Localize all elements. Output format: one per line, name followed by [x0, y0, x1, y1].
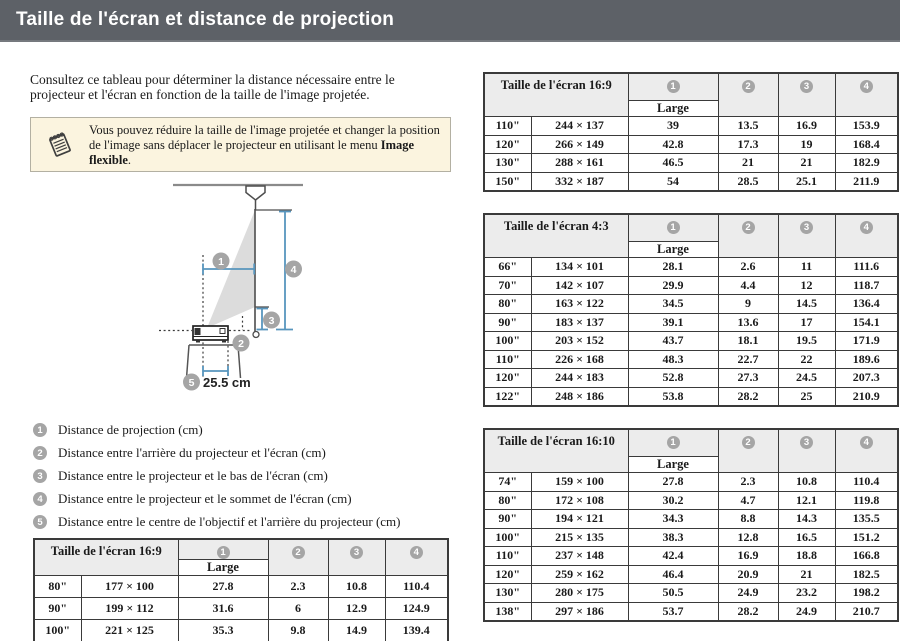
table-row — [484, 510, 898, 529]
cell-distance: 182.9 — [835, 154, 898, 173]
legend — [33, 423, 463, 538]
page-header — [0, 0, 900, 42]
cell-size: 120" — [484, 135, 531, 154]
cell-size: 110" — [484, 547, 531, 566]
table-row — [484, 547, 898, 566]
cell-distance: 168.4 — [835, 135, 898, 154]
table-screen-16-9-small — [33, 538, 449, 641]
column-header-4 — [385, 539, 448, 576]
column-subheader-large: Large — [178, 560, 268, 576]
cell-distance: 24.9 — [778, 602, 835, 621]
cell-size: 130" — [484, 154, 531, 173]
circled-number-3: 3 — [800, 221, 813, 234]
circled-number-4: 4 — [860, 436, 873, 449]
cell-distance: 21 — [718, 154, 778, 173]
circled-number-1: 1 — [217, 546, 230, 559]
table-row — [484, 258, 898, 277]
note-text — [89, 118, 450, 171]
column-subheader-large: Large — [628, 101, 718, 117]
page-title: Taille de l'écran et distance de projection — [16, 9, 395, 30]
cell-size: 130" — [484, 584, 531, 603]
marker-4: 4 — [290, 263, 297, 276]
cell-dimensions: 142 × 107 — [531, 276, 628, 295]
cell-distance: 166.8 — [835, 547, 898, 566]
notepad-icon — [31, 118, 89, 171]
circled-number-1: 1 — [667, 436, 680, 449]
cell-distance: 46.4 — [628, 565, 718, 584]
table-title: Taille de l'écran 16:9 — [34, 539, 178, 576]
cell-size: 100" — [34, 620, 81, 641]
cell-distance: 34.3 — [628, 510, 718, 529]
note-text-after: . — [127, 153, 132, 167]
cell-distance: 12 — [778, 276, 835, 295]
cell-dimensions: 203 × 152 — [531, 332, 628, 351]
cell-distance: 12.8 — [718, 528, 778, 547]
cell-distance: 210.9 — [835, 387, 898, 406]
table-row — [484, 602, 898, 621]
cell-distance: 136.4 — [835, 295, 898, 314]
cell-distance: 42.4 — [628, 547, 718, 566]
note-box — [30, 117, 451, 172]
cell-distance: 20.9 — [718, 565, 778, 584]
cell-size: 90" — [484, 510, 531, 529]
cell-size: 90" — [34, 598, 81, 620]
cell-distance: 43.7 — [628, 332, 718, 351]
cell-distance: 4.7 — [718, 491, 778, 510]
cell-distance: 207.3 — [835, 369, 898, 388]
cell-distance: 10.8 — [328, 576, 385, 598]
table-row — [484, 332, 898, 351]
column-header-3 — [328, 539, 385, 576]
legend-item — [33, 492, 463, 506]
cell-distance: 22.7 — [718, 350, 778, 369]
cell-dimensions: 177 × 100 — [81, 576, 178, 598]
cell-distance: 46.5 — [628, 154, 718, 173]
column-subheader-large: Large — [628, 242, 718, 258]
marker-5: 5 — [188, 376, 195, 389]
cell-distance: 139.4 — [385, 620, 448, 641]
cell-distance: 6 — [268, 598, 328, 620]
cell-distance: 39 — [628, 117, 718, 136]
circled-number-2: 2 — [33, 446, 47, 460]
column-header-1 — [628, 429, 718, 457]
cell-distance: 34.5 — [628, 295, 718, 314]
cell-distance: 38.3 — [628, 528, 718, 547]
cell-dimensions: 332 × 187 — [531, 172, 628, 191]
table-row — [484, 350, 898, 369]
legend-item — [33, 515, 463, 529]
cell-distance: 12.9 — [328, 598, 385, 620]
cell-distance: 27.8 — [628, 473, 718, 492]
lens-offset-label: 25.5 cm — [203, 375, 251, 390]
cell-distance: 18.1 — [718, 332, 778, 351]
cell-distance: 21 — [778, 154, 835, 173]
table-row — [34, 576, 448, 598]
note-menu-name: Image flexible — [89, 138, 415, 167]
cell-distance: 151.2 — [835, 528, 898, 547]
table-row — [484, 276, 898, 295]
cell-distance: 119.8 — [835, 491, 898, 510]
cell-distance: 135.5 — [835, 510, 898, 529]
cell-distance: 24.9 — [718, 584, 778, 603]
cell-size: 110" — [484, 117, 531, 136]
cell-distance: 21 — [778, 565, 835, 584]
column-header-3 — [778, 73, 835, 117]
cell-distance: 14.3 — [778, 510, 835, 529]
cell-distance: 24.5 — [778, 369, 835, 388]
cell-distance: 28.2 — [718, 387, 778, 406]
cell-distance: 124.9 — [385, 598, 448, 620]
circled-number-3: 3 — [33, 469, 47, 483]
column-header-4 — [835, 429, 898, 473]
cell-distance: 14.9 — [328, 620, 385, 641]
cell-dimensions: 259 × 162 — [531, 565, 628, 584]
cell-distance: 22 — [778, 350, 835, 369]
column-header-4 — [835, 73, 898, 117]
cell-size: 66" — [484, 258, 531, 277]
cell-distance: 118.7 — [835, 276, 898, 295]
column-header-3 — [778, 214, 835, 258]
cell-dimensions: 280 × 175 — [531, 584, 628, 603]
legend-text: Distance entre le centre de l'objectif et l'arrière du projecteur (cm) — [58, 514, 401, 529]
cell-dimensions: 183 × 137 — [531, 313, 628, 332]
cell-distance: 30.2 — [628, 491, 718, 510]
cell-distance: 19.5 — [778, 332, 835, 351]
cell-distance: 14.5 — [778, 295, 835, 314]
table-row — [484, 295, 898, 314]
cell-size: 150" — [484, 172, 531, 191]
circled-number-3: 3 — [350, 546, 363, 559]
cell-dimensions: 248 × 186 — [531, 387, 628, 406]
legend-item — [33, 423, 463, 437]
column-header-2 — [718, 429, 778, 473]
legend-text: Distance entre l'arrière du projecteur et l'écran (cm) — [58, 445, 326, 460]
table-screen-16-9 — [483, 72, 899, 192]
cell-dimensions: 221 × 125 — [81, 620, 178, 641]
table-row — [484, 584, 898, 603]
cell-size: 120" — [484, 565, 531, 584]
column-header-4 — [835, 214, 898, 258]
cell-dimensions: 134 × 101 — [531, 258, 628, 277]
table-row — [484, 135, 898, 154]
cell-size: 80" — [484, 295, 531, 314]
table-row — [484, 117, 898, 136]
table-row — [484, 172, 898, 191]
circled-number-1: 1 — [667, 80, 680, 93]
cell-dimensions: 172 × 108 — [531, 491, 628, 510]
cell-distance: 153.9 — [835, 117, 898, 136]
table-title: Taille de l'écran 16:10 — [484, 429, 628, 473]
cell-distance: 182.5 — [835, 565, 898, 584]
cell-dimensions: 226 × 168 — [531, 350, 628, 369]
circled-number-3: 3 — [800, 436, 813, 449]
cell-distance: 110.4 — [835, 473, 898, 492]
circled-number-5: 5 — [33, 515, 47, 529]
cell-distance: 52.8 — [628, 369, 718, 388]
table-row — [484, 491, 898, 510]
cell-dimensions: 159 × 100 — [531, 473, 628, 492]
circled-number-4: 4 — [860, 80, 873, 93]
column-header-1 — [628, 214, 718, 242]
table-screen-4-3 — [483, 213, 899, 407]
circled-number-2: 2 — [742, 221, 755, 234]
cell-distance: 18.8 — [778, 547, 835, 566]
table-row — [484, 154, 898, 173]
cell-dimensions: 244 × 137 — [531, 117, 628, 136]
cell-distance: 27.3 — [718, 369, 778, 388]
cell-size: 110" — [484, 350, 531, 369]
cell-distance: 198.2 — [835, 584, 898, 603]
legend-item — [33, 469, 463, 483]
circled-number-4: 4 — [410, 546, 423, 559]
table-title: Taille de l'écran 16:9 — [484, 73, 628, 117]
table-title: Taille de l'écran 4:3 — [484, 214, 628, 258]
cell-distance: 16.5 — [778, 528, 835, 547]
cell-distance: 17 — [778, 313, 835, 332]
cell-distance: 13.5 — [718, 117, 778, 136]
circled-number-4: 4 — [33, 492, 47, 506]
cell-distance: 28.2 — [718, 602, 778, 621]
cell-size: 100" — [484, 528, 531, 547]
table-row — [484, 369, 898, 388]
table-row — [484, 473, 898, 492]
projection-distance-diagram — [95, 176, 347, 404]
column-header-2 — [718, 73, 778, 117]
cell-size: 120" — [484, 369, 531, 388]
column-header-1 — [178, 539, 268, 560]
circled-number-4: 4 — [860, 221, 873, 234]
cell-size: 80" — [484, 491, 531, 510]
cell-distance: 10.8 — [778, 473, 835, 492]
circled-number-2: 2 — [742, 80, 755, 93]
cell-distance: 16.9 — [778, 117, 835, 136]
projector — [193, 326, 228, 343]
cell-size: 74" — [484, 473, 531, 492]
cell-distance: 11 — [778, 258, 835, 277]
cell-size: 80" — [34, 576, 81, 598]
column-header-3 — [778, 429, 835, 473]
cell-distance: 111.6 — [835, 258, 898, 277]
cell-distance: 16.9 — [718, 547, 778, 566]
cell-distance: 48.3 — [628, 350, 718, 369]
cell-distance: 23.2 — [778, 584, 835, 603]
screen-bottom-point — [253, 332, 259, 338]
cell-distance: 189.6 — [835, 350, 898, 369]
table-row — [34, 598, 448, 620]
cell-dimensions: 199 × 112 — [81, 598, 178, 620]
legend-item — [33, 446, 463, 460]
cell-distance: 25 — [778, 387, 835, 406]
table-row — [34, 620, 448, 641]
cell-dimensions: 163 × 122 — [531, 295, 628, 314]
cell-distance: 50.5 — [628, 584, 718, 603]
cell-distance: 53.8 — [628, 387, 718, 406]
column-header-2 — [268, 539, 328, 576]
cell-distance: 2.6 — [718, 258, 778, 277]
cell-distance: 4.4 — [718, 276, 778, 295]
legend-text: Distance entre le projecteur et le sommet de l'écran (cm) — [58, 491, 352, 506]
cell-distance: 53.7 — [628, 602, 718, 621]
cell-distance: 29.9 — [628, 276, 718, 295]
table-row — [484, 313, 898, 332]
cell-distance: 2.3 — [718, 473, 778, 492]
circled-number-3: 3 — [800, 80, 813, 93]
cell-dimensions: 215 × 135 — [531, 528, 628, 547]
cell-dimensions: 266 × 149 — [531, 135, 628, 154]
cell-distance: 17.3 — [718, 135, 778, 154]
cell-distance: 211.9 — [835, 172, 898, 191]
cell-distance: 42.8 — [628, 135, 718, 154]
cell-size: 100" — [484, 332, 531, 351]
cell-distance: 19 — [778, 135, 835, 154]
note-text-before: Vous pouvez réduire la taille de l'image projetée et changer la position de l'image sans déplacer le projecteur en utilisant le menu — [89, 123, 440, 152]
cell-dimensions: 244 × 183 — [531, 369, 628, 388]
cell-dimensions: 297 × 186 — [531, 602, 628, 621]
cell-size: 90" — [484, 313, 531, 332]
cell-distance: 13.6 — [718, 313, 778, 332]
cell-distance: 28.5 — [718, 172, 778, 191]
cell-distance: 35.3 — [178, 620, 268, 641]
legend-text: Distance entre le projecteur et le bas de l'écran (cm) — [58, 468, 328, 483]
table-row — [484, 565, 898, 584]
cell-distance: 210.7 — [835, 602, 898, 621]
cell-distance: 25.1 — [778, 172, 835, 191]
legend-text: Distance de projection (cm) — [58, 422, 203, 437]
cell-distance: 27.8 — [178, 576, 268, 598]
column-header-2 — [718, 214, 778, 258]
cell-size: 138" — [484, 602, 531, 621]
circled-number-2: 2 — [292, 546, 305, 559]
marker-1: 1 — [218, 255, 224, 268]
cell-distance: 110.4 — [385, 576, 448, 598]
column-header-1 — [628, 73, 718, 101]
circled-number-2: 2 — [742, 436, 755, 449]
cell-size: 122" — [484, 387, 531, 406]
cell-distance: 9.8 — [268, 620, 328, 641]
table-row — [484, 387, 898, 406]
intro-text: Consultez ce tableau pour déterminer la distance nécessaire entre le projecteur et l'écran en fonction de la taille de l'image projetée. — [30, 72, 395, 102]
mount-bracket — [246, 186, 265, 200]
cell-distance: 171.9 — [835, 332, 898, 351]
stand — [187, 345, 241, 378]
table-screen-16-10 — [483, 428, 899, 622]
cell-distance: 12.1 — [778, 491, 835, 510]
cell-distance: 8.8 — [718, 510, 778, 529]
marker-3: 3 — [268, 314, 275, 327]
cell-dimensions: 237 × 148 — [531, 547, 628, 566]
cell-distance: 9 — [718, 295, 778, 314]
cell-distance: 2.3 — [268, 576, 328, 598]
circled-number-1: 1 — [667, 221, 680, 234]
column-subheader-large: Large — [628, 457, 718, 473]
cell-distance: 154.1 — [835, 313, 898, 332]
cell-dimensions: 194 × 121 — [531, 510, 628, 529]
table-row — [484, 528, 898, 547]
circled-number-1: 1 — [33, 423, 47, 437]
cell-distance: 39.1 — [628, 313, 718, 332]
cell-size: 70" — [484, 276, 531, 295]
cell-distance: 54 — [628, 172, 718, 191]
marker-2: 2 — [238, 337, 244, 350]
cell-distance: 31.6 — [178, 598, 268, 620]
cell-dimensions: 288 × 161 — [531, 154, 628, 173]
cell-distance: 28.1 — [628, 258, 718, 277]
